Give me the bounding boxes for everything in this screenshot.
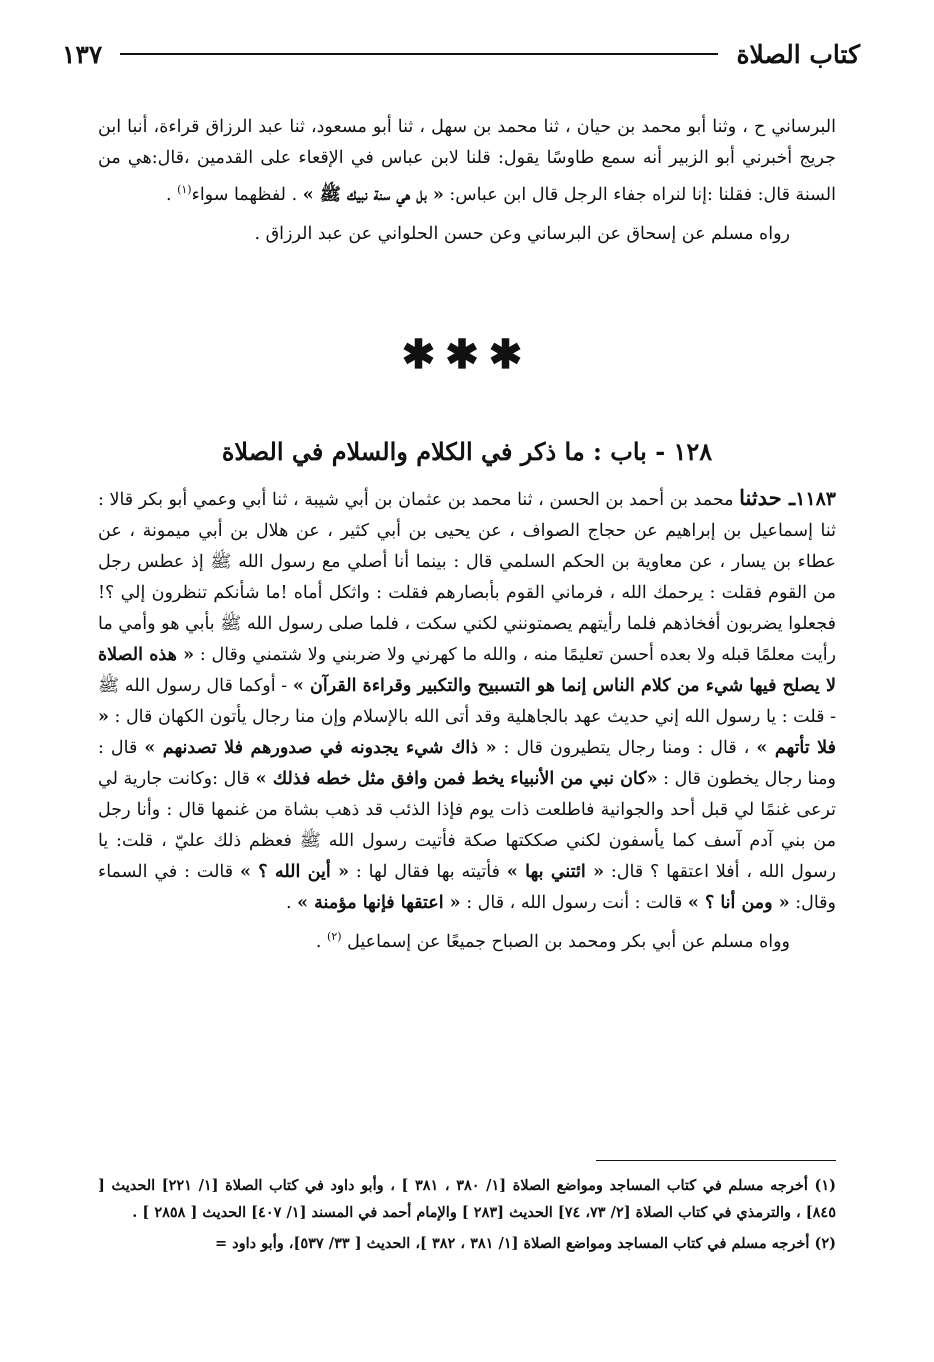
hadith-text: فأتيته بها فقال لها :: [349, 862, 507, 882]
hadith-quote: « بل هي سنة نبيك ﷺ »: [302, 184, 444, 205]
hadith-quote: «كان نبي من الأنبياء يخط فمن وافق مثل خطه فذلك »: [255, 769, 658, 789]
hadith-quote: « ذاك شيء يجدونه في صدورهم فلا تصدنهم »: [144, 738, 497, 758]
hadith-text: ، قال : ومنا رجال يتطيرون قال :: [496, 738, 757, 758]
riwaya-line: [98, 921, 836, 958]
hadith-text: .: [285, 893, 298, 913]
footnote-rule: [596, 1160, 836, 1161]
paragraph-text: البرساني ح ، وثنا أبو محمد بن حيان ، ثنا محمد بن سهل ، ثنا أبو مسعود، ثنا عبد الرزاق قراءة، أنبا ابن جريج أخبرني أبو الزبير أنه سمع طاوسًا يقول: قلنا لابن عباس في الإقعاء على القدمين ،قال:هي من السنة قال: فقلنا :إنا لنراه جفاء الرجل قال ابن عباس:: [98, 117, 836, 205]
footnote-1: (١) أخرجه مسلم في كتاب المساجد ومواضع الصلاة [١/ ٣٨٠ ، ٣٨١ ] ، وأبو داود في كتاب الصلاة [١/ ٢٢١] الحديث [ ٨٤٥] ، والترمذي في كتاب الصلاة [٢/ ٧٣، ٧٤] الحديث [٢٨٣ ] والإمام أحمد في المسند [١/ ٤٠٧] الحديث [ ٢٨٥٨ ] .: [98, 1177, 836, 1221]
running-header: [62, 34, 860, 74]
header-rule: [120, 53, 718, 55]
haddathana-word: ـ حدثنا: [739, 485, 796, 510]
riwaya-text: .: [315, 931, 328, 952]
paragraph-text: . لفظهما سواء: [191, 184, 303, 205]
hadith-text: قال :وكانت جارية لي ترعى غنمًا لي قبل أحد والجوانية فاطلعت ذات يوم فإذا الذئب قد ذهب بشاة من غنمها قال : وأنا رجل من بني آدم آسف كما يأسفون لكني صككتها صكة فأتيت رسول الله ﷺ فعظم ذلك عليّ ، قلت: يا رسول الله ، أفلا اعتقها ؟ قال:: [98, 769, 836, 882]
hadith-text: - أوكما قال رسول الله ﷺ - قلت : يا رسول الله إني حديث عهد بالجاهلية وقد أتى الله بالإسلام وإن منا رجال يأتون الكهان قال :: [98, 676, 836, 727]
page-number: ١٣٧: [62, 39, 103, 69]
book-title: كتاب الصلاة: [736, 39, 860, 69]
footnote-2: (٢) أخرجه مسلم في كتاب المساجد ومواضع الصلاة [١/ ٣٨١ ، ٣٨٢ ]، الحديث [ ٣٣/ ٥٣٧]، وأبو داود =: [214, 1235, 836, 1252]
footnote-ref: (١): [177, 183, 192, 196]
paragraph-text: .: [165, 184, 178, 205]
hadith-paragraph: [98, 482, 836, 919]
hadith-quote: « فلا تأتهم »: [98, 707, 836, 758]
riwaya-text: وواه مسلم عن أبي بكر ومحمد بن الصباح جميعًا عن إسماعيل: [347, 931, 790, 952]
section-separator: ✱✱✱: [401, 331, 533, 378]
hadith-quote: « ومن أنا ؟ »: [687, 893, 790, 913]
isnad-paragraph: [98, 112, 836, 211]
footnote-ref: (٢): [327, 930, 342, 943]
hadith-quote: « أين الله ؟ »: [239, 862, 350, 882]
hadith-text: محمد بن أحمد بن الحسن ، ثنا محمد بن عثمان بن أبي شيبة ، ثنا أبي وعمي أبو بكر قالا : ثنا إسماعيل بن إبراهيم عن حجاج الصواف ، عن يحيى بن أبي كثير ، عن هلال بن أبي ميمونة ، عن عطاء بن يسار ، عن معاوية بن الحكم السلمي قال : بينما أنا أصلي مع رسول الله ﷺ إذ عطس رجل من القوم فقلت : يرحمك الله ، فرماني القوم بأبصارهم فقلت : واثكل أماه !ما شأنكم تنظرون إلي ؟! فجعلوا يضربون أفخاذهم فلما رأيتهم يصمتونني لكني سكت ، فلما صلى رسول الله ﷺ بأبي هو وأمي ما رأيت معلمًا قبله ولا بعده أحسن تعليمًا منه ، والله ما كهرني ولا ضربني ولا شتمني وقال :: [98, 490, 837, 665]
hadith-text: قالت : أنت رسول الله ، قال :: [460, 893, 688, 913]
hadith-text: قال : ومنا رجال يخطون قال :: [98, 738, 836, 789]
hadith-block: [98, 482, 836, 958]
hadith-quote: « ائتني بها »: [506, 862, 605, 882]
footnotes: [98, 1172, 836, 1257]
hadith-quote: « اعتقها فإنها مؤمنة »: [297, 893, 461, 913]
top-paragraph: [98, 112, 836, 250]
hadith-text: قالت : في السماء وقال:: [98, 862, 836, 913]
chapter-heading: ١٢٨ - باب : ما ذكر في الكلام والسلام في الصلاة: [221, 437, 713, 466]
hadith-number: ١١٨٣: [795, 488, 836, 510]
hadith-quote: « هذه الصلاة لا يصلح فيها شيء من كلام الناس إنما هو التسبيح والتكبير وقراءة القرآن »: [98, 645, 836, 696]
riwaya-line: رواه مسلم عن إسحاق عن البرساني وعن حسن الحلواني عن عبد الرزاق .: [254, 223, 790, 244]
